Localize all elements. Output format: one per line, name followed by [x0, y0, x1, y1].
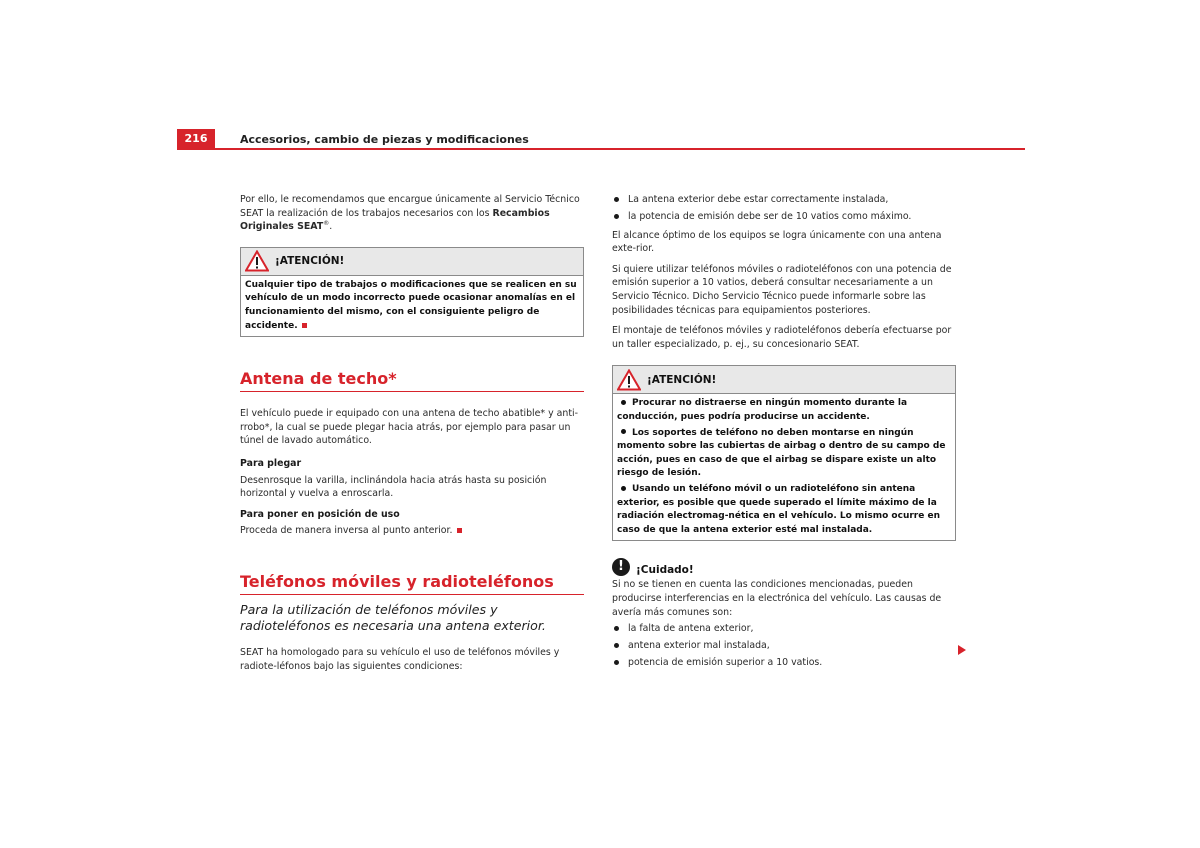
left-column [240, 193, 584, 673]
exclamation-circle-icon: ! [612, 558, 630, 576]
potencia-paragraph: Si quiere utilizar teléfonos móviles o radioteléfonos con una potencia de emisión superior a 10 vatios, deberá consultar necesariamente a un Servicio Técnico. Dicho Servicio Técnico puede informarle sobre las posibilidades técnicas para equipamientos posteriores. [612, 263, 952, 316]
section-title-telefonos: Teléfonos móviles y radioteléfonos [240, 572, 584, 595]
montaje-paragraph: El montaje de teléfonos móviles y radioteléfonos debería efectuarse por un taller especializado, p. ej., su concesionario SEAT. [612, 325, 952, 350]
list-item: La antena exterior debe estar correctamente instalada, [612, 193, 956, 207]
section-title-antena: Antena de techo* [240, 369, 584, 392]
subhead-plegar: Para plegar [240, 457, 302, 469]
end-square-icon [302, 323, 307, 328]
warning-header [613, 366, 955, 394]
conditions-list [612, 193, 956, 224]
list-item: la falta de antena exterior, [612, 622, 956, 636]
header-rule [177, 148, 1025, 150]
list-item: potencia de emisión superior a 10 vatios. [612, 656, 956, 670]
warning-list [617, 397, 951, 537]
list-item: Usando un teléfono móvil o un radioteléfono sin antena exterior, es posible que quede superado el límite máximo de la radiación electromag-nética en el vehículo. Lo mismo ocurre en caso de que la antena exterior esté mal instalada. [617, 484, 940, 535]
warning-header [241, 248, 583, 276]
telefonos-paragraph: SEAT ha homologado para su vehículo el uso de teléfonos móviles y radiote-léfonos bajo las siguientes condiciones: [240, 646, 560, 672]
list-item: antena exterior mal instalada, [612, 639, 956, 653]
subhead-uso: Para poner en posición de uso [240, 508, 400, 520]
warning-triangle-icon [245, 250, 269, 272]
warning-text: Cualquier tipo de trabajos o modificaciones que se realicen en su vehículo de un modo incorrecto puede ocasionar anomalías en el funcionamiento del mismo, con el consiguiente peligro de accidente. [245, 279, 577, 331]
warning-box [240, 247, 584, 337]
antena-paragraph: El vehículo puede ir equipado con una antena de techo abatible* y anti-rrobo*, la cual se puede plegar hacia atrás, por ejemplo para pasar un túnel de lavado automático. [240, 408, 578, 447]
caution-header [612, 554, 956, 576]
telefonos-intro: Para la utilización de teléfonos móviles y radioteléfonos es necesaria una antena exterior. [240, 601, 546, 634]
plegar-text: Desenrosque la varilla, inclinándola hacia atrás hasta su posición horizontal y vuelva a enroscarla. [240, 474, 547, 500]
list-item: Procurar no distraerse en ningún momento durante la conducción, pues podría producirse un accidente. [617, 398, 908, 423]
list-item: Los soportes de teléfono no deben montarse en ningún momento sobre las cubiertas de airbag o dentro de su campo de acción, pues en caso de que el airbag se dispare existe un alto riesgo de lesión. [617, 427, 946, 479]
warning-label: ¡ATENCIÓN! [275, 255, 345, 268]
chapter-title: Accesorios, cambio de piezas y modificaciones [240, 133, 529, 146]
list-item: la potencia de emisión debe ser de 10 vatios como máximo. [612, 210, 956, 224]
intro-paragraph: Por ello, le recomendamos que encargue únicamente al Servicio Técnico SEAT la realización de los trabajos necesarios con los Recambios Originales SEAT®. [240, 194, 580, 233]
end-square-icon [457, 528, 462, 533]
right-column [612, 193, 956, 673]
next-page-arrow-icon [958, 645, 966, 655]
alcance-paragraph: El alcance óptimo de los equipos se logra únicamente con una antena exte-rior. [612, 229, 942, 255]
warning-triangle-icon [617, 369, 641, 391]
warning-label: ¡ATENCIÓN! [647, 373, 717, 386]
caution-label: ¡Cuidado! [636, 564, 694, 577]
caution-list [612, 622, 956, 670]
caution-text: Si no se tienen en cuenta las condiciones mencionadas, pueden producirse interferencias en la electrónica del vehículo. Las causas de avería más comunes son: [612, 579, 942, 618]
page-number: 216 [177, 129, 215, 149]
warning-box [612, 365, 956, 541]
uso-text: Proceda de manera inversa al punto anterior. [240, 524, 584, 538]
